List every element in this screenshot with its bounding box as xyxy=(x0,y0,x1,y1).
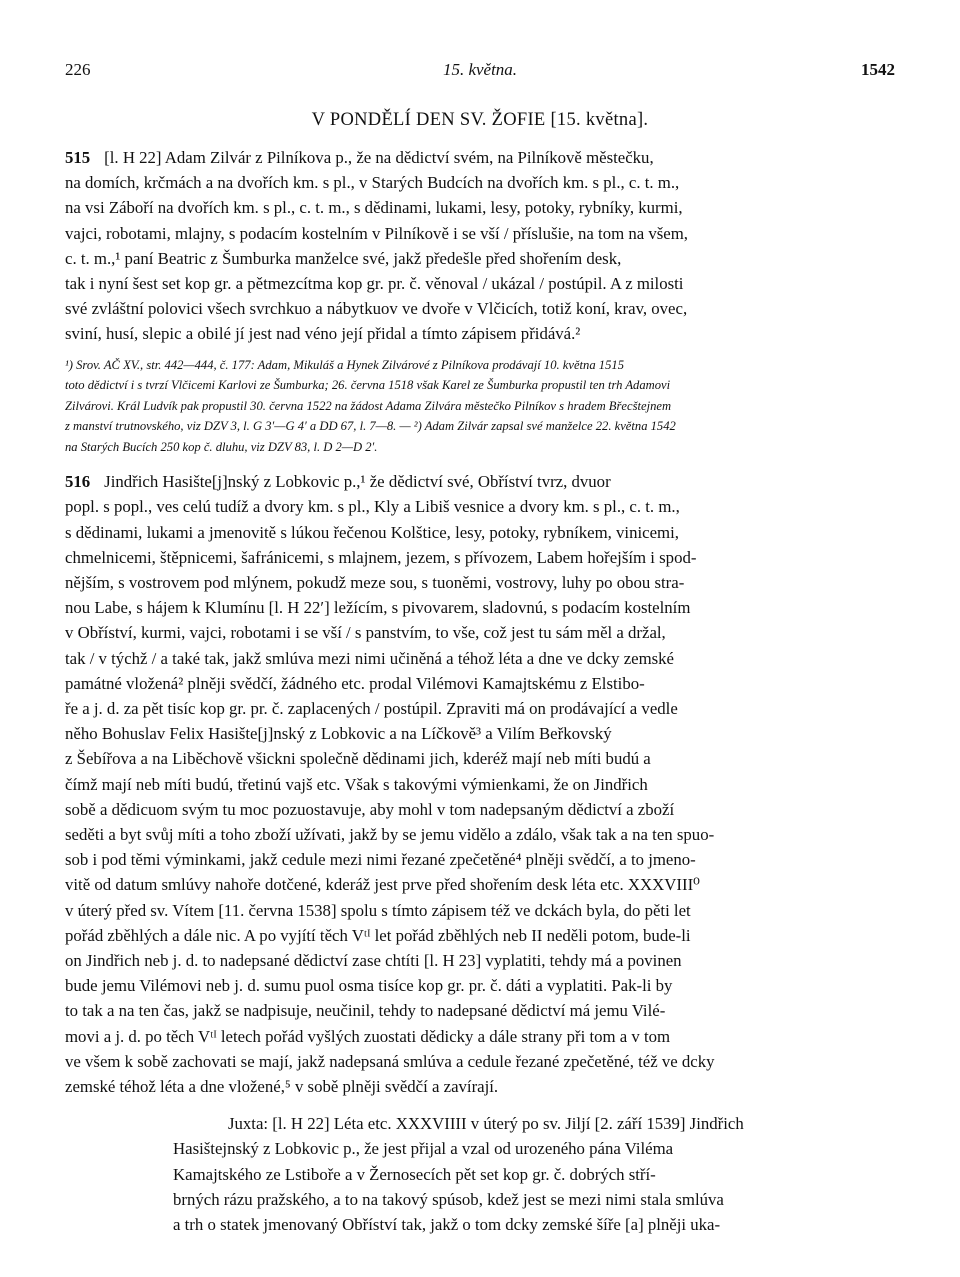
juxta-line: Hasištejnský z Lobkovic p., že jest přijal a vzal od urozeného pána Viléma xyxy=(173,1139,674,1159)
footnote-line: na Starých Bucích 250 kop č. dluhu, viz DZV 83, l. D 2—D 2′. xyxy=(65,439,378,454)
entry-516 xyxy=(65,469,895,1099)
footnotes-515 xyxy=(65,355,895,458)
text-line: své zvláštní polovici všech svrchkuo a nábytkuov ve dvoře v Vlčicích, totiž koní, krav, ovec, xyxy=(65,299,688,319)
text-line: to tak a na ten čas, jakž se nadpisuje, neučinil, tehdy to nadepsané dědictví má jemu Vilé- xyxy=(65,1001,666,1021)
page-number: 226 xyxy=(65,60,91,79)
juxta-line: a trh o statek jmenovaný Obříství tak, jakž o tom dcky zemské šíře [a] plněji uka- xyxy=(173,1215,721,1235)
section-heading: V PONDĚLÍ DEN SV. ŽOFIE [15. května]. xyxy=(311,110,649,130)
text-line: sobě a dědicuom svým tu moc pozuostavuje, aby mohl v tom nadepsaným dědictví a zboží xyxy=(65,799,675,819)
text-line: bude jemu Vilémovi neb j. d. sumu puol osma tisíce kop gr. pr. č. dáti a vyplatiti. Pak-li by xyxy=(65,976,673,996)
text-line: zemské téhož léta a dne vložené,⁵ v sobě plněji svědčí a zavírají. xyxy=(65,1077,499,1096)
text-line: vitě od datum smlúvy nahoře dotčené, kderáž jest prve před shořením desk léta etc. XXXVIII⁰ xyxy=(65,875,700,895)
footnote-line: Zilvárovi. Král Ludvík pak propustil 30. června 1522 na žádost Adama Zilvára městečko Pilníkov s hradem Břecštejnem xyxy=(65,398,672,413)
text-line: sviní, husí, slepic a obilé jí jest nad véno její přidal a tímto zápisem přidává.² xyxy=(65,324,581,344)
text-line: z Šebířova a na Liběchově všickni společně dědinami jich, kderéž mají neb míti budú a xyxy=(65,749,651,769)
text-line: seděti a byt svůj míti a toho zboží užívati, jakž by se jemu vidělo a zdálo, však tak a na ten spuo- xyxy=(65,824,715,844)
text-line: sob i pod těmi výminkami, jakž cedule mezi nimi řezané zpečetěné⁴ plněji svědčí, a to jmeno- xyxy=(65,850,696,870)
juxta-line: Kamajtského ze Lstiboře a v Žernosecích pět set kop gr. č. dobrých stří- xyxy=(173,1164,656,1184)
text-line: tak i nyní šest set kop gr. a pětmezcítma kop gr. pr. č. věnoval / ukázal / postúpil. A z milosti xyxy=(65,274,684,294)
footnote-line: ¹) Srov. AČ XV., str. 442—444, č. 177: Adam, Mikuláš a Hynek Zilvárové z Pilníkova prodávají 10. května 1515 xyxy=(65,357,624,372)
text-line: chmelnicemi, štěpnicemi, šafránicemi, s mlajnem, jezem, s přívozem, Labem hořejším i spod- xyxy=(65,547,697,567)
text-line: [l. H 22] Adam Zilvár z Pilníkova p., že na dědictví svém, na Pilníkově městečku, xyxy=(104,148,654,167)
text-line: v úterý před sv. Vítem [11. června 1538] spolu s tímto zápisem též ve dckách byla, do pěti let xyxy=(65,900,691,920)
text-line: pořád zběhlých a dále nic. A po vyjítí těch Vᵗᴵ let pořád zběhlých neb II neděli potom, bude-li xyxy=(65,925,691,945)
juxta-note xyxy=(173,1111,895,1237)
entry-515-text xyxy=(65,145,895,347)
juxta-line: Juxta: [l. H 22] Léta etc. XXXVIIII v úterý po sv. Jiljí [2. září 1539] Jindřich xyxy=(228,1114,744,1134)
text-line: movi a j. d. po těch Vᵗᴵ letech pořád vyšlých zuostati dědicky a dále strany při tom a v tom xyxy=(65,1026,671,1046)
text-line: ve všem k sobě zachovati se mají, jakž nadepsaná smlúva a cedule řezané zpečetěné, též ve dcky xyxy=(65,1051,715,1071)
text-line: tak / v týchž / a také tak, jakž smlúva mezi nimi učiněná a téhož léta a dne ve dcky zemské xyxy=(65,648,675,668)
text-line: ře a j. d. za pět tisíc kop gr. pr. č. zaplacených / postúpil. Zpraviti má on prodávající a vedle xyxy=(65,698,678,718)
text-line: památné vložená² plněji svědčí, žádného etc. prodal Vilémovi Kamajtskému z Elstibo- xyxy=(65,673,645,693)
text-line: popl. s popl., ves celú tudíž a dvory km. s pl., Kly a Libiš vesnice a dvory km. s pl., c. t. m., xyxy=(65,497,680,517)
text-line: c. t. m.,¹ paní Beatric z Šumburka manželce své, jakž předešle před shořením desk, xyxy=(65,248,622,268)
footnote-line: z manství trutnovského, viz DZV 3, l. G 3′—G 4′ a DD 67, l. 7—8. — ²) Adam Zilvár zapsal své manželce 22. května 1542 xyxy=(65,419,676,434)
spacer xyxy=(65,1099,895,1111)
running-head-year: 1542 xyxy=(861,60,895,79)
text-line: s dědinami, lukami a jmenovitě s lúkou řečenou Kolštice, lesy, potoky, rybníkem, vinicemi, xyxy=(65,522,679,542)
text-line: čímž mají neb míti budú, třetinú vajš etc. Však s takovými výmienkami, že on Jindřich xyxy=(65,774,648,794)
text-line: něho Bohuslav Felix Hasište[j]nský z Lobkovic a na Líčkově³ a Vilím Beřkovský xyxy=(65,724,612,744)
entry-515 xyxy=(65,145,895,347)
text-line: vajci, robotami, mlajny, s podacím kostelním v Pilníkově i se vší / příslušie, na tom na všem, xyxy=(65,223,689,243)
document-page xyxy=(65,60,895,1237)
text-line: na vsi Záboří na dvořích km. s pl., c. t. m., s dědinami, lukami, lesy, potoky, rybníky, kurmi, xyxy=(65,198,683,218)
running-head-date: 15. května. xyxy=(442,60,518,79)
footnote-line: toto dědictví i s tvrzí Vlčicemi Karlovi ze Šumburka; 26. června 1518 však Karel ze Šumburka propustil ten trh Adamovi xyxy=(65,378,671,393)
entry-number: 516 xyxy=(65,472,91,492)
juxta-line: brných rázu pražského, a to na takový spúsob, kdež jest se mezi nimi stala smlúva xyxy=(173,1189,724,1209)
text-line: nějším, s vostrovem pod mlýnem, pokudž meze sou, s tuoněmi, vostrovy, luhy po obou stra- xyxy=(65,572,685,592)
text-line: na domích, krčmách a na dvořích km. s pl., v Starých Budcích na dvořích km. s pl., c. t. m., xyxy=(65,173,680,193)
text-line: on Jindřich neb j. d. to nadepsané dědictví zase chtíti [l. H 23] vyplatiti, tehdy má a povinen xyxy=(65,950,682,970)
text-line: Jindřich Hasište[j]nský z Lobkovic p.,¹ že dědictví své, Obříství tvrz, dvuor xyxy=(104,472,611,492)
text-line: v Obříství, kurmi, vajci, robotami i se vší / s panstvím, to vše, což jest tu sám měl a držal, xyxy=(65,623,666,643)
running-head xyxy=(65,60,895,88)
entry-516-text xyxy=(65,469,895,1099)
text-line: nou Labe, s hájem k Klumínu [l. H 22′] ležícím, s pivovarem, sladovnú, s podacím kostelním xyxy=(65,598,691,618)
entry-number: 515 xyxy=(65,148,91,167)
